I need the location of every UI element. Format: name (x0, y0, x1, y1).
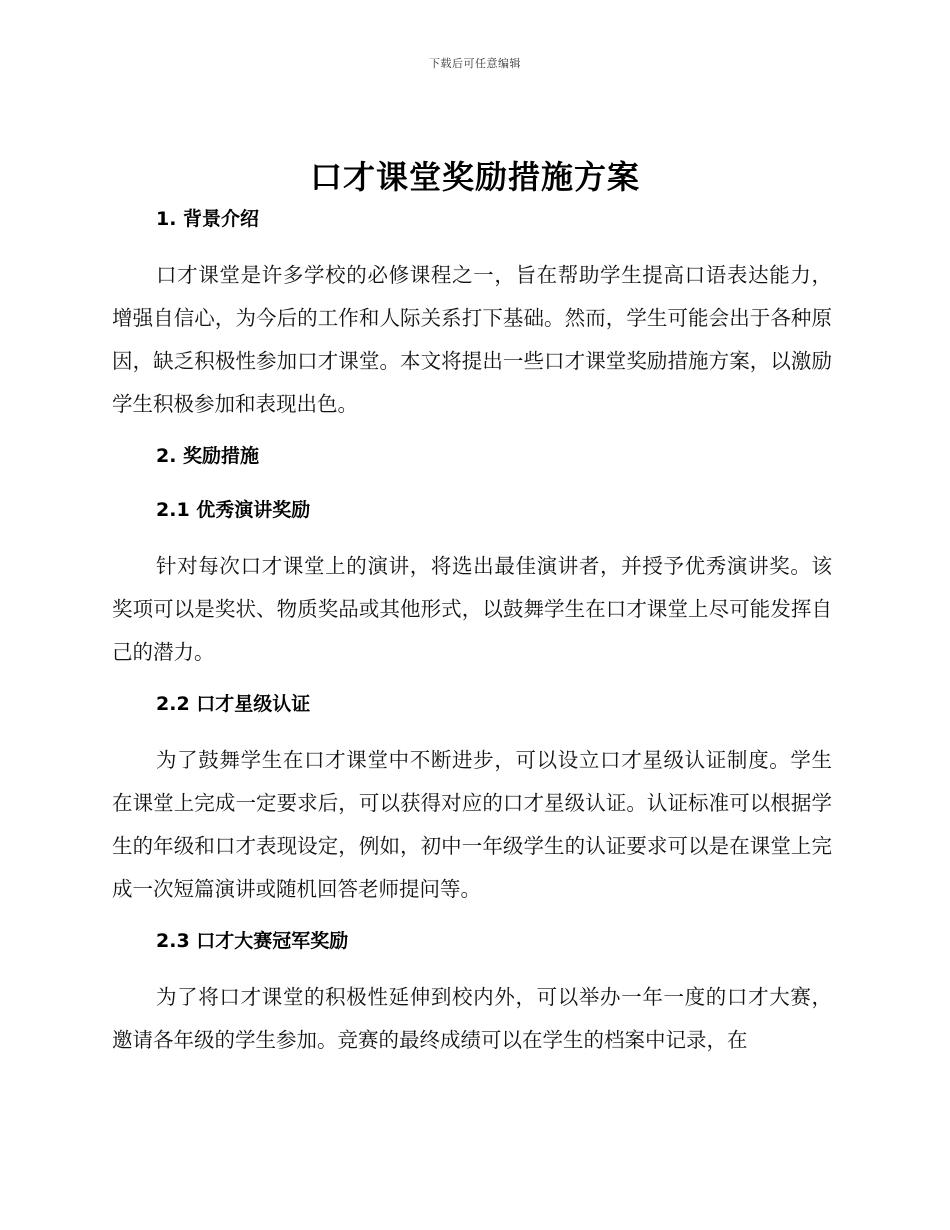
header-note: 下载后可任意编辑 (429, 57, 521, 70)
section-paragraph-speech-award: 针对每次口才课堂上的演讲，将选出最佳演讲者，并授予优秀演讲奖。该奖项可以是奖状、物质奖品或其他形式，以鼓舞学生在口才课堂上尽可能发挥自己的潜力。 (112, 554, 832, 664)
section-heading-contest-award: 2.3 口才大赛冠军奖励 (156, 930, 349, 952)
section-heading-measures: 2. 奖励措施 (156, 445, 260, 467)
section-heading-speech-award: 2.1 优秀演讲奖励 (156, 499, 311, 521)
section-paragraph-contest-award: 为了将口才课堂的积极性延伸到校内外，可以举办一年一度的口才大赛，邀请各年级的学生参加。竞赛的最终成绩可以在学生的档案中记录，在 (112, 985, 832, 1052)
section-paragraph-star-certification: 为了鼓舞学生在口才课堂中不断进步，可以设立口才星级认证制度。学生在课堂上完成一定要求后，可以获得对应的口才星级认证。认证标准可以根据学生的年级和口才表现设定，例如，初中一年级学生的认证要求可以是在课堂上完成一次短篇演讲或随机回答老师提问等。 (112, 748, 832, 901)
section-paragraph-background: 口才课堂是许多学校的必修课程之一，旨在帮助学生提高口语表达能力，增强自信心，为今后的工作和人际关系打下基础。然而，学生可能会出于各种原因，缺乏积极性参加口才课堂。本文将提出一些口才课堂奖励措施方案，以激励学生积极参加和表现出色。 (112, 263, 832, 416)
document-title: 口才课堂奖励措施方案 (309, 158, 640, 196)
document-body (112, 200, 832, 1073)
section-heading-star-certification: 2.2 口才星级认证 (156, 693, 311, 715)
section-heading-background: 1. 背景介绍 (156, 208, 260, 230)
